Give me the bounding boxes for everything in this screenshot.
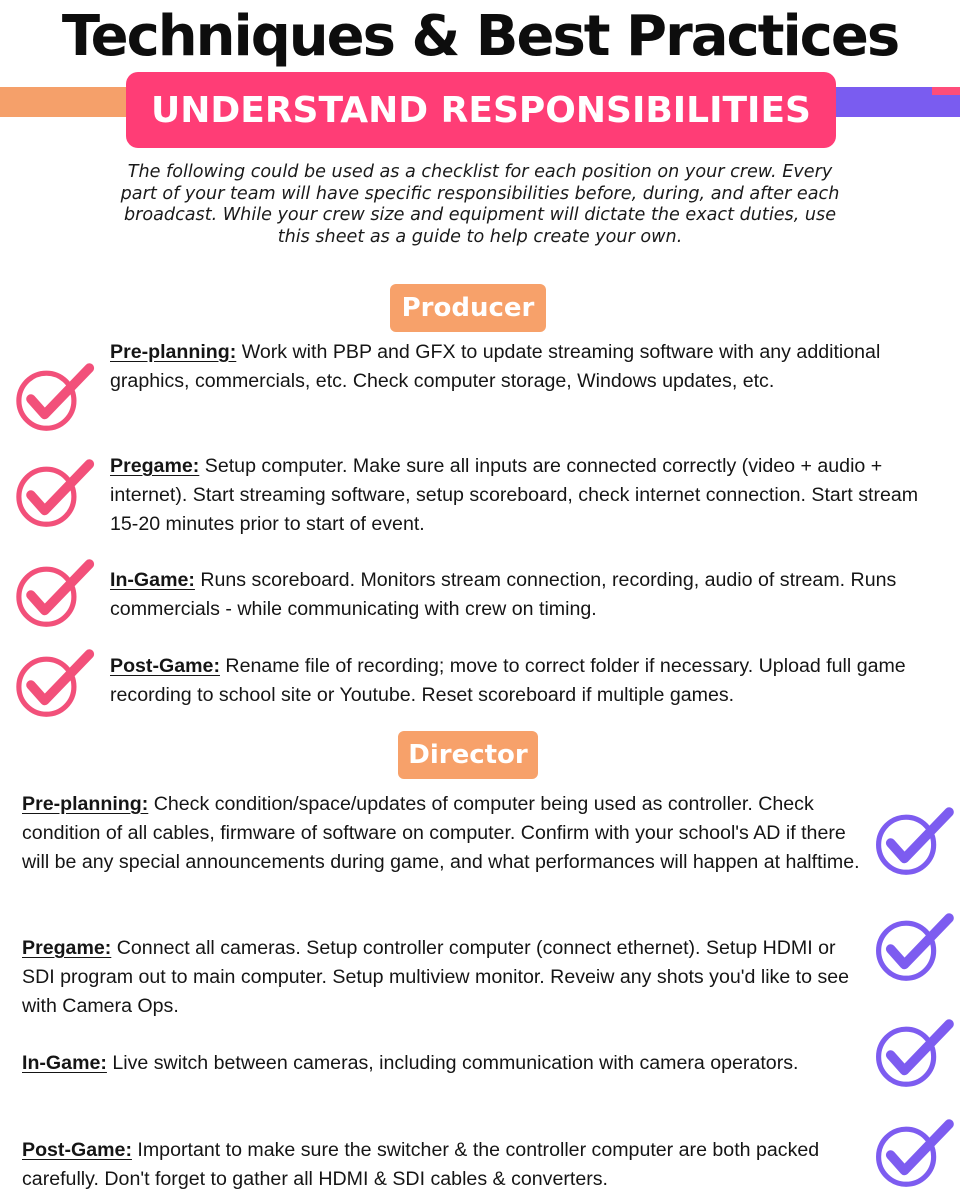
director-item-preplanning bbox=[22, 790, 872, 876]
producer-heading: Producer bbox=[390, 284, 546, 332]
item-text: Connect all cameras. Setup controller computer (connect ethernet). Setup HDMI or SDI program out to main computer. Setup multiview monitor. Reveiw any shots you'd like to see with Camera Ops. bbox=[22, 937, 850, 1017]
item-label: Pregame: bbox=[22, 937, 112, 959]
check-circle-icon bbox=[870, 1012, 956, 1098]
page-title: Techniques & Best Practices bbox=[61, 4, 899, 69]
item-text: Live switch between cameras, including communication with camera operators. bbox=[106, 1052, 799, 1074]
item-text: Setup computer. Make sure all inputs are connected correctly (video + audio + internet). Start streaming software, setup scoreboard, check internet connection. Start stream 15-20 minutes prior to start of event. bbox=[110, 455, 919, 535]
item-text: Important to make sure the switcher & the controller computer are both packed carefully. Don't forget to gather all HDMI & SDI cables & converters. bbox=[22, 1139, 820, 1190]
item-label: In-Game: bbox=[110, 569, 195, 591]
check-circle-icon bbox=[12, 552, 98, 638]
check-circle-icon bbox=[870, 1112, 956, 1198]
item-label: Pregame: bbox=[110, 455, 200, 477]
director-item-ingame bbox=[22, 1049, 872, 1078]
producer-item-postgame bbox=[110, 652, 950, 710]
item-text: Rename file of recording; move to correct folder if necessary. Upload full game recording to school site or Youtube. Reset scoreboard if multiple games. bbox=[110, 655, 906, 706]
item-text: Check condition/space/updates of computer being used as controller. Check condition of all cables, firmware of software on computer. Confirm with your school's AD if there will be any special announcements during game, and what performances will happen at halftime. bbox=[22, 793, 860, 873]
item-text: Runs scoreboard. Monitors stream connection, recording, audio of stream. Runs commercials - while communicating with crew on timing. bbox=[110, 569, 897, 620]
item-label: In-Game: bbox=[22, 1052, 107, 1074]
item-label: Pre-planning: bbox=[110, 341, 237, 363]
producer-item-pregame bbox=[110, 452, 950, 538]
producer-item-ingame bbox=[110, 566, 950, 624]
section-banner: UNDERSTAND RESPONSIBILITIES bbox=[126, 72, 836, 148]
producer-item-preplanning bbox=[110, 338, 950, 396]
check-circle-icon bbox=[870, 800, 956, 886]
check-circle-icon bbox=[12, 452, 98, 538]
decorative-stripe-tip bbox=[932, 87, 960, 95]
check-circle-icon bbox=[12, 642, 98, 728]
item-label: Post-Game: bbox=[110, 655, 220, 677]
item-label: Post-Game: bbox=[22, 1139, 132, 1161]
decorative-stripe-left bbox=[0, 87, 140, 117]
item-text: Work with PBP and GFX to update streaming software with any additional graphics, commercials, etc. Check computer storage, Windows updates, etc. bbox=[110, 341, 881, 392]
check-circle-icon bbox=[870, 906, 956, 992]
director-item-postgame bbox=[22, 1136, 872, 1194]
item-label: Pre-planning: bbox=[22, 793, 149, 815]
intro-paragraph: The following could be used as a checklist for each position on your crew. Every part of your team will have specific responsibilities before, during, and after each broadcast. While your crew size and equipment will dictate the exact duties, use this sheet as a guide to help create your own. bbox=[120, 162, 840, 247]
check-circle-icon bbox=[12, 356, 98, 442]
director-item-pregame bbox=[22, 934, 872, 1020]
director-heading: Director bbox=[398, 731, 538, 779]
